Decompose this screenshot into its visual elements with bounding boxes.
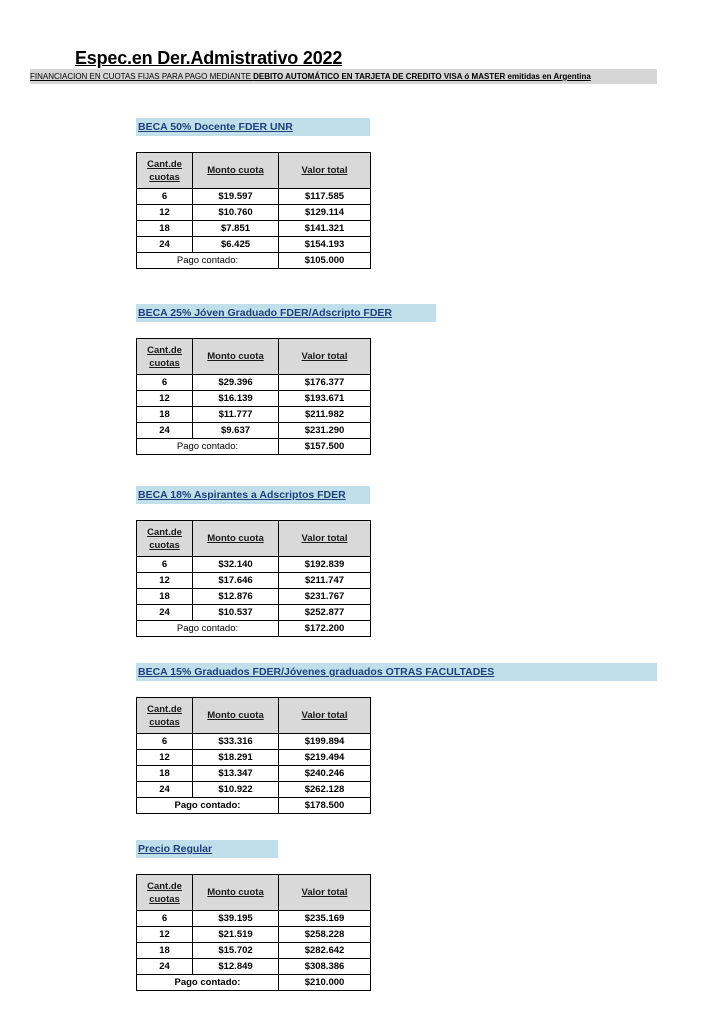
table-row — [137, 927, 371, 943]
col-header-cuotas: Cant.de cuotas — [137, 521, 193, 557]
table-row — [137, 237, 371, 253]
contado-row — [137, 253, 371, 269]
cell-valor: $258.228 — [279, 927, 371, 943]
table-row — [137, 959, 371, 975]
cell-cuotas: 6 — [137, 189, 193, 205]
fees-table — [136, 520, 371, 637]
table-row — [137, 407, 371, 423]
col-header-monto: Monto cuota — [193, 339, 279, 375]
cell-valor: $262.128 — [279, 782, 371, 798]
table-row — [137, 782, 371, 798]
contado-label: Pago contado: — [137, 253, 279, 269]
section-header: BECA 50% Docente FDER UNR — [136, 118, 370, 136]
cell-monto: $29.396 — [193, 375, 279, 391]
cell-monto: $33.316 — [193, 734, 279, 750]
cell-cuotas: 18 — [137, 589, 193, 605]
table-row — [137, 557, 371, 573]
cell-monto: $12.849 — [193, 959, 279, 975]
table-row — [137, 221, 371, 237]
contado-label: Pago contado: — [137, 975, 279, 991]
cell-valor: $192.839 — [279, 557, 371, 573]
cell-valor: $231.767 — [279, 589, 371, 605]
cell-valor: $308.386 — [279, 959, 371, 975]
cell-cuotas: 6 — [137, 557, 193, 573]
cell-valor: $282.642 — [279, 943, 371, 959]
contado-label: Pago contado: — [137, 621, 279, 637]
cell-valor: $211.982 — [279, 407, 371, 423]
col-header-cuotas: Cant.de cuotas — [137, 698, 193, 734]
subtitle-prefix: FINANCIACION EN CUOTAS FIJAS PARA PAGO MEDIANTE — [30, 72, 254, 81]
contado-row — [137, 798, 371, 814]
contado-value: $172.200 — [279, 621, 371, 637]
table-row — [137, 205, 371, 221]
section-beca-15 — [136, 663, 657, 814]
cell-valor: $193.671 — [279, 391, 371, 407]
cell-valor: $235.169 — [279, 911, 371, 927]
table-row — [137, 766, 371, 782]
col-header-cuotas: Cant.de cuotas — [137, 153, 193, 189]
table-row — [137, 605, 371, 621]
cell-cuotas: 18 — [137, 221, 193, 237]
contado-label: Pago contado: — [137, 439, 279, 455]
col-header-cuotas: Cant.de cuotas — [137, 339, 193, 375]
cell-cuotas: 6 — [137, 375, 193, 391]
col-header-monto: Monto cuota — [193, 698, 279, 734]
cell-monto: $19.597 — [193, 189, 279, 205]
table-header-row — [137, 698, 371, 734]
fees-table — [136, 697, 371, 814]
cell-valor: $211.747 — [279, 573, 371, 589]
section-beca-50 — [136, 118, 371, 269]
cell-valor: $129.114 — [279, 205, 371, 221]
cell-cuotas: 18 — [137, 407, 193, 423]
cell-cuotas: 18 — [137, 766, 193, 782]
table-row — [137, 750, 371, 766]
cell-cuotas: 18 — [137, 943, 193, 959]
cell-valor: $231.290 — [279, 423, 371, 439]
col-header-valor: Valor total — [279, 339, 371, 375]
cell-monto: $10.537 — [193, 605, 279, 621]
cell-monto: $15.702 — [193, 943, 279, 959]
table-row — [137, 391, 371, 407]
cell-monto: $17.646 — [193, 573, 279, 589]
section-header: Precio Regular — [136, 840, 278, 858]
fees-table — [136, 874, 371, 991]
cell-valor: $219.494 — [279, 750, 371, 766]
section-header: BECA 18% Aspirantes a Adscriptos FDER — [136, 486, 370, 504]
financing-subtitle — [30, 69, 657, 84]
contado-value: $210.000 — [279, 975, 371, 991]
cell-monto: $16.139 — [193, 391, 279, 407]
page-title: Espec.en Der.Admistrativo 2022 — [75, 48, 343, 68]
cell-cuotas: 12 — [137, 750, 193, 766]
col-header-valor: Valor total — [279, 698, 371, 734]
contado-label: Pago contado: — [137, 798, 279, 814]
table-row — [137, 911, 371, 927]
cell-cuotas: 24 — [137, 423, 193, 439]
col-header-cuotas: Cant.de cuotas — [137, 875, 193, 911]
contado-row — [137, 975, 371, 991]
cell-cuotas: 12 — [137, 205, 193, 221]
cell-cuotas: 6 — [137, 911, 193, 927]
fees-table — [136, 338, 371, 455]
cell-monto: $39.195 — [193, 911, 279, 927]
table-row — [137, 375, 371, 391]
cell-monto: $21.519 — [193, 927, 279, 943]
table-row — [137, 189, 371, 205]
table-row — [137, 573, 371, 589]
table-row — [137, 589, 371, 605]
table-header-row — [137, 153, 371, 189]
table-row — [137, 943, 371, 959]
table-header-row — [137, 875, 371, 911]
cell-valor: $199.894 — [279, 734, 371, 750]
cell-monto: $32.140 — [193, 557, 279, 573]
col-header-valor: Valor total — [279, 521, 371, 557]
table-header-row — [137, 521, 371, 557]
cell-monto: $11.777 — [193, 407, 279, 423]
cell-cuotas: 12 — [137, 391, 193, 407]
cell-monto: $18.291 — [193, 750, 279, 766]
cell-cuotas: 12 — [137, 927, 193, 943]
cell-monto: $10.922 — [193, 782, 279, 798]
contado-value: $157.500 — [279, 439, 371, 455]
col-header-valor: Valor total — [279, 153, 371, 189]
cell-monto: $7.851 — [193, 221, 279, 237]
cell-cuotas: 24 — [137, 782, 193, 798]
cell-valor: $240.246 — [279, 766, 371, 782]
col-header-monto: Monto cuota — [193, 521, 279, 557]
cell-monto: $13.347 — [193, 766, 279, 782]
cell-valor: $117.585 — [279, 189, 371, 205]
contado-row — [137, 439, 371, 455]
cell-valor: $141.321 — [279, 221, 371, 237]
cell-cuotas: 12 — [137, 573, 193, 589]
cell-cuotas: 24 — [137, 959, 193, 975]
section-precio-regular — [136, 840, 371, 991]
section-beca-18 — [136, 486, 371, 637]
contado-row — [137, 621, 371, 637]
subtitle-bold: DEBITO AUTOMÁTICO EN TARJETA DE CREDITO VISA ó MASTER emitidas en Argentina — [253, 72, 591, 81]
cell-cuotas: 24 — [137, 605, 193, 621]
cell-valor: $176.377 — [279, 375, 371, 391]
table-row — [137, 423, 371, 439]
cell-monto: $6.425 — [193, 237, 279, 253]
cell-cuotas: 24 — [137, 237, 193, 253]
cell-cuotas: 6 — [137, 734, 193, 750]
cell-monto: $12.876 — [193, 589, 279, 605]
cell-valor: $154.193 — [279, 237, 371, 253]
col-header-monto: Monto cuota — [193, 875, 279, 911]
cell-valor: $252.877 — [279, 605, 371, 621]
fees-table — [136, 152, 371, 269]
cell-monto: $9.637 — [193, 423, 279, 439]
table-header-row — [137, 339, 371, 375]
col-header-monto: Monto cuota — [193, 153, 279, 189]
section-beca-25 — [136, 304, 436, 455]
table-row — [137, 734, 371, 750]
contado-value: $105.000 — [279, 253, 371, 269]
cell-monto: $10.760 — [193, 205, 279, 221]
contado-value: $178.500 — [279, 798, 371, 814]
section-header: BECA 25% Jóven Graduado FDER/Adscripto FDER — [136, 304, 436, 322]
section-header: BECA 15% Graduados FDER/Jóvenes graduados OTRAS FACULTADES — [136, 663, 657, 681]
col-header-valor: Valor total — [279, 875, 371, 911]
